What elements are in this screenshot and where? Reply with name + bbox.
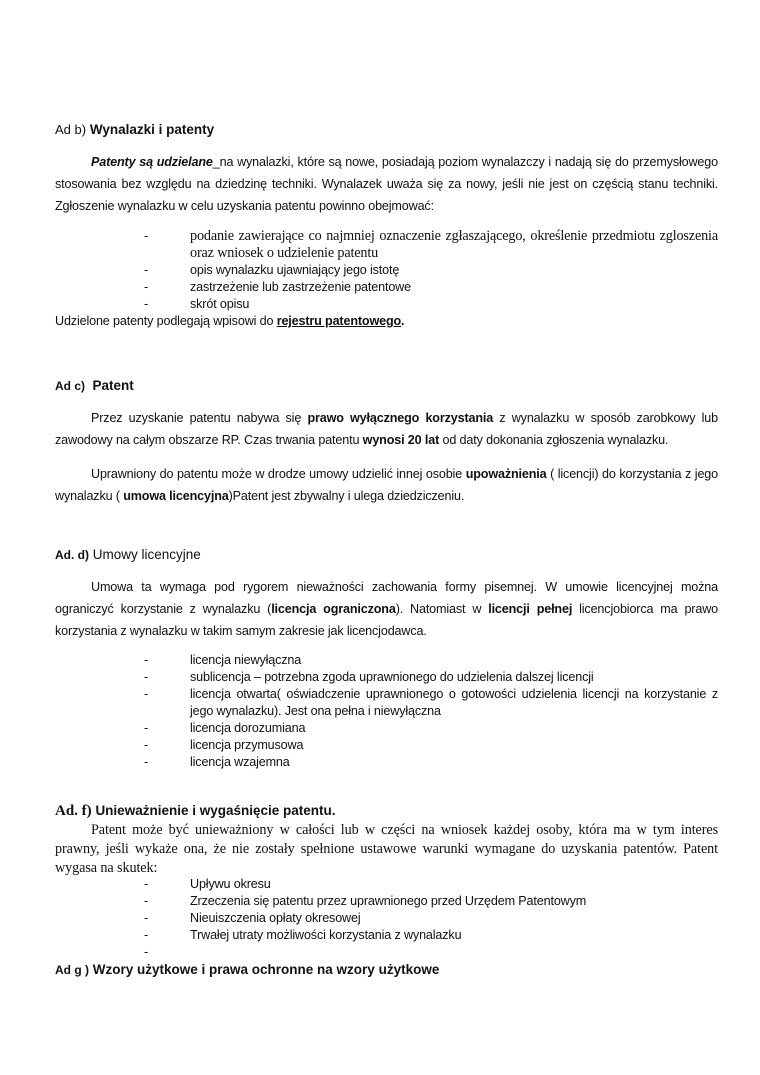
heading-prefix: Ad g ) — [55, 963, 89, 977]
list-item: - Nieuiszczenia opłaty okresowej — [144, 911, 361, 925]
paragraph-license-agreement: Umowa ta wymaga pod rygorem nieważności zachowania formy pisemnej. W umowie licencyjnej można ograniczyć korzystanie z wynalazku (licencja ograniczona). Natomiast w licencji pełnej licencjobiorca ma prawo korzystania z wynalazku w takim samym zakresie jak licencjodawca. — [55, 580, 718, 638]
heading-title: Umowy licencyjne — [92, 547, 201, 562]
list-item: - licencja wzajemna — [144, 755, 290, 769]
list-expiry-reasons — [55, 876, 718, 961]
heading-prefix: Ad. d) — [55, 548, 89, 562]
heading-title: Unieważnienie i wygaśnięcie patentu. — [95, 803, 336, 818]
list-item: - — [144, 945, 149, 959]
paragraph-registry: Udzielone patenty podlegają wpisowi do rejestru patentowego. — [55, 314, 405, 328]
paragraph-license-grant: Uprawniony do patentu może w drodze umowy udzielić innej osobie upoważnienia ( licencji) do korzystania z jego wynalazku ( umowa licencyjna)Patent jest zbywalny i ulega dziedziczeniu. — [55, 467, 719, 503]
heading-sec-b — [55, 122, 718, 137]
text: _na wynalazki, które są nowe, posiadają poziom wynalazczy i nadają się do przemysłowego stosowania bez względu na dziedzinę techniki. Wynalazek uważa się za nowy, jeśli nie jest on częścią stanu techniki. Zgłoszenie wynalazku w celu uzyskania patentu powinno obejmować: — [55, 155, 718, 213]
paragraph-invalidation: Patent może być unieważniony w całości lub w części na wniosek każdej osoby, która ma w tym interes prawny, jeśli wykaże ona, że nie zostały spełnione ustawowe warunki wymagane do uzyskania patentów. Patent wygasa na skutek: — [55, 822, 718, 876]
heading-sec-c — [55, 378, 718, 393]
list-item: - Zrzeczenia się patentu przez uprawnionego przed Urzędem Patentowym — [144, 894, 587, 908]
list-item: - licencja otwarta( oświadczenie uprawnionego o gotowości udzielenia licencji na korzystanie z jego wynalazku). Jest ona pełna i niewyłączna — [144, 687, 718, 718]
list-item: - licencja dorozumiana — [144, 721, 306, 735]
list-item: - Upływu okresu — [144, 877, 271, 891]
heading-sec-f — [55, 803, 718, 820]
list-item: - Trwałej utraty możliwości korzystania z wynalazku — [144, 928, 462, 942]
heading-prefix: Ad c) — [55, 379, 85, 393]
paragraph-patents — [55, 151, 718, 217]
list-item: - podanie zawierające co najmniej oznaczenie zgłaszającego, określenie przedmiotu zgloszenia oraz wniosek o udzielenie patentu — [144, 228, 718, 261]
heading-sec-d — [55, 547, 718, 562]
list-item: - licencja przymusowa — [144, 738, 304, 752]
heading-prefix: Ad. f) — [55, 803, 92, 819]
paragraph-patent-rights: Przez uzyskanie patentu nabywa się prawo wyłącznego korzystania z wynalazku w sposób zarobkowy lub zawodowy na całym obszarze RP. Czas trwania patentu wynosi 20 lat od daty dokonania zgłoszenia wynalazku. — [55, 411, 718, 447]
list-license-types — [55, 652, 718, 771]
list-item: - sublicencja – potrzebna zgoda uprawnionego do udzielenia dalszej licencji — [144, 670, 594, 684]
heading-prefix: Ad b) — [55, 122, 87, 137]
list-item: - zastrzeżenie lub zastrzeżenie patentowe — [144, 280, 411, 294]
list-item: - licencja niewyłączna — [144, 653, 302, 667]
heading-title: Wzory użytkowe i prawa ochronne na wzory użytkowe — [92, 962, 440, 977]
heading-sec-g — [55, 962, 718, 977]
heading-title: Patent — [92, 378, 134, 393]
emphasis: Patenty są udzielane — [91, 155, 213, 169]
list-item: - skrót opisu — [144, 297, 250, 311]
heading-title: Wynalazki i patenty — [89, 122, 215, 137]
list-item: - opis wynalazku ujawniający jego istotę — [144, 263, 400, 277]
registry-term: rejestru patentowego — [276, 314, 402, 328]
list-application-contents — [55, 228, 718, 313]
